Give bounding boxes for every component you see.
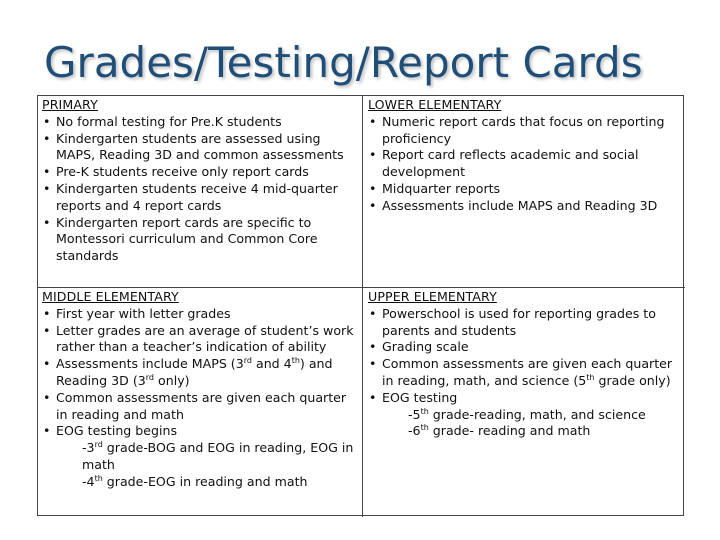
ordinal-suffix: rd (243, 356, 252, 365)
item-text: grade only) (594, 372, 671, 388)
list-item: • Kindergarten students are assessed using MAPS, Reading 3D and common assessments (42, 131, 358, 165)
grades-table (37, 95, 684, 516)
list-item: • Midquarter reports (368, 181, 681, 198)
ordinal-suffix: th (420, 423, 429, 433)
item-text: Assessments include MAPS (3 (56, 356, 244, 372)
primary-list (42, 114, 358, 265)
upper-elementary-list (368, 306, 681, 440)
sub-item (56, 474, 358, 491)
item-text: grade-reading, math, and science (428, 406, 646, 422)
list-item: • Kindergarten report cards are specific to Montessori curriculum and Common Core standards (42, 215, 358, 265)
item-text: grade- reading and math (428, 423, 591, 439)
sub-item (56, 440, 358, 474)
upper-elementary-cell (362, 287, 685, 517)
list-item: • Pre-K students receive only report cards (42, 164, 358, 181)
list-item: • Kindergarten students receive 4 mid-quarter reports and 4 report cards (42, 181, 358, 215)
ordinal-suffix: th (94, 473, 103, 483)
list-item: • Numeric report cards that focus on reporting proficiency (368, 114, 681, 148)
middle-elementary-cell (38, 287, 362, 517)
item-text: EOG testing begins (56, 423, 178, 439)
item-text: grade-BOG and EOG in reading, EOG in math (82, 440, 354, 472)
lower-elementary-list (368, 114, 681, 215)
primary-heading: PRIMARY (42, 97, 98, 112)
list-item: • Assessments include MAPS and Reading 3D (368, 198, 681, 215)
lower-elementary-heading: LOWER ELEMENTARY (368, 97, 502, 112)
item-text: ) and Reading 3D (3 (56, 356, 333, 388)
upper-elementary-heading: UPPER ELEMENTARY (368, 289, 497, 304)
item-text: -3 (82, 440, 95, 456)
list-item: • No formal testing for Pre.K students (42, 114, 358, 131)
item-text: only) (154, 372, 190, 388)
list-item (42, 356, 358, 390)
item-text: -4 (82, 473, 95, 489)
item-text: and 4 (251, 356, 292, 372)
item-text: Common assessments are given each quarter in reading, math, and science (5 (382, 356, 673, 388)
primary-cell (38, 96, 362, 287)
list-item: • First year with letter grades (42, 306, 358, 323)
item-text: EOG testing (382, 389, 458, 405)
list-item: • Letter grades are an average of student’s work rather than a teacher’s indication of ability (42, 323, 358, 357)
ordinal-suffix: th (291, 356, 300, 365)
lower-elementary-cell (362, 96, 685, 287)
ordinal-suffix: rd (145, 372, 154, 382)
middle-elementary-list (42, 306, 358, 491)
item-text: grade-EOG in reading and math (102, 473, 308, 489)
list-item: • Powerschool is used for reporting grades to parents and students (368, 306, 681, 340)
ordinal-suffix: rd (94, 439, 103, 449)
list-item (368, 390, 681, 440)
sub-item (382, 407, 681, 424)
ordinal-suffix: th (420, 406, 429, 416)
middle-elementary-heading: MIDDLE ELEMENTARY (42, 289, 179, 304)
list-item: • Report card reflects academic and social development (368, 147, 681, 181)
item-text: -6 (408, 423, 421, 439)
sub-item (382, 423, 681, 440)
ordinal-suffix: th (586, 372, 595, 382)
list-item (368, 356, 681, 390)
list-item: • Common assessments are given each quarter in reading and math (42, 390, 358, 424)
page-title: Grades/Testing/Report Cards (44, 38, 643, 87)
item-text: -5 (408, 406, 421, 422)
list-item (42, 423, 358, 490)
list-item: • Grading scale (368, 339, 681, 356)
